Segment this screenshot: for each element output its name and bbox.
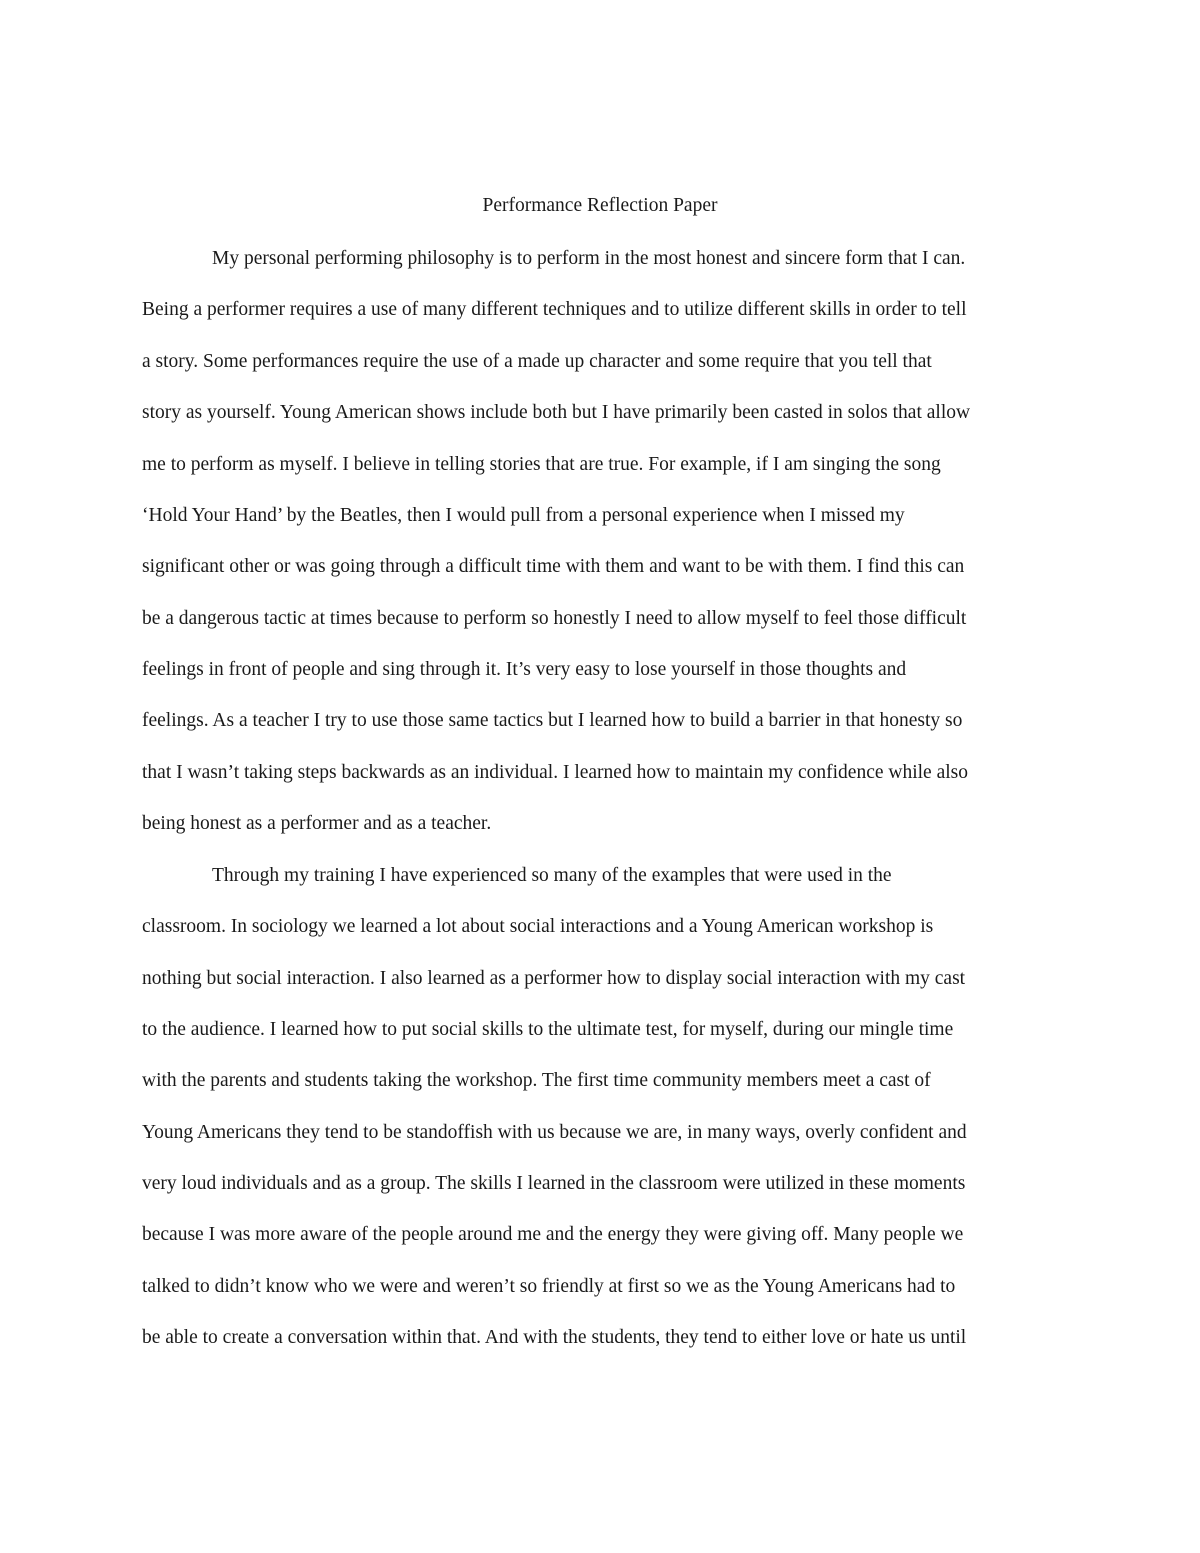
text-line: story as yourself. Young American shows include both but I have primarily been casted in solos that allow [142, 402, 971, 423]
text-line: significant other or was going through a difficult time with them and want to be with them. I find this can [142, 556, 965, 577]
text-line: be a dangerous tactic at times because to perform so honestly I need to allow myself to feel those difficult [142, 608, 967, 629]
text-line: Being a performer requires a use of many different techniques and to utilize different skills in order to tell [142, 299, 967, 320]
text-line: because I was more aware of the people around me and the energy they were giving off. Many people we [142, 1224, 964, 1245]
text-line: be able to create a conversation within that. And with the students, they tend to either love or hate us until [142, 1327, 967, 1348]
text-line: feelings. As a teacher I try to use those same tactics but I learned how to build a barrier in that honesty so [142, 710, 963, 731]
text-line: that I wasn’t taking steps backwards as an individual. I learned how to maintain my confidence while also [142, 762, 968, 783]
text-line: a story. Some performances require the use of a made up character and some require that you tell that [142, 351, 932, 372]
text-line: nothing but social interaction. I also learned as a performer how to display social interaction with my cast [142, 968, 966, 989]
text-line: feelings in front of people and sing through it. It’s very easy to lose yourself in those thoughts and [142, 659, 907, 680]
page-title: Performance Reflection Paper [482, 195, 718, 216]
text-line: My personal performing philosophy is to perform in the most honest and sincere form that I can. [212, 248, 966, 269]
text-line: to the audience. I learned how to put social skills to the ultimate test, for myself, during our mingle time [142, 1019, 954, 1040]
text-line: Young Americans they tend to be standoffish with us because we are, in many ways, overly confident and [142, 1122, 967, 1143]
text-line: very loud individuals and as a group. The skills I learned in the classroom were utilized in these moments [142, 1173, 966, 1194]
text-line: classroom. In sociology we learned a lot about social interactions and a Young American workshop is [142, 916, 934, 937]
text-line: being honest as a performer and as a teacher. [142, 813, 492, 834]
text-line: me to perform as myself. I believe in telling stories that are true. For example, if I am singing the song [142, 454, 941, 475]
text-line: talked to didn’t know who we were and weren’t so friendly at first so we as the Young Americans had to [142, 1276, 956, 1297]
text-line: Through my training I have experienced so many of the examples that were used in the [212, 865, 892, 886]
text-line: ‘Hold Your Hand’ by the Beatles, then I would pull from a personal experience when I missed my [142, 505, 905, 526]
text-line: with the parents and students taking the workshop. The first time community members meet a cast of [142, 1070, 931, 1091]
